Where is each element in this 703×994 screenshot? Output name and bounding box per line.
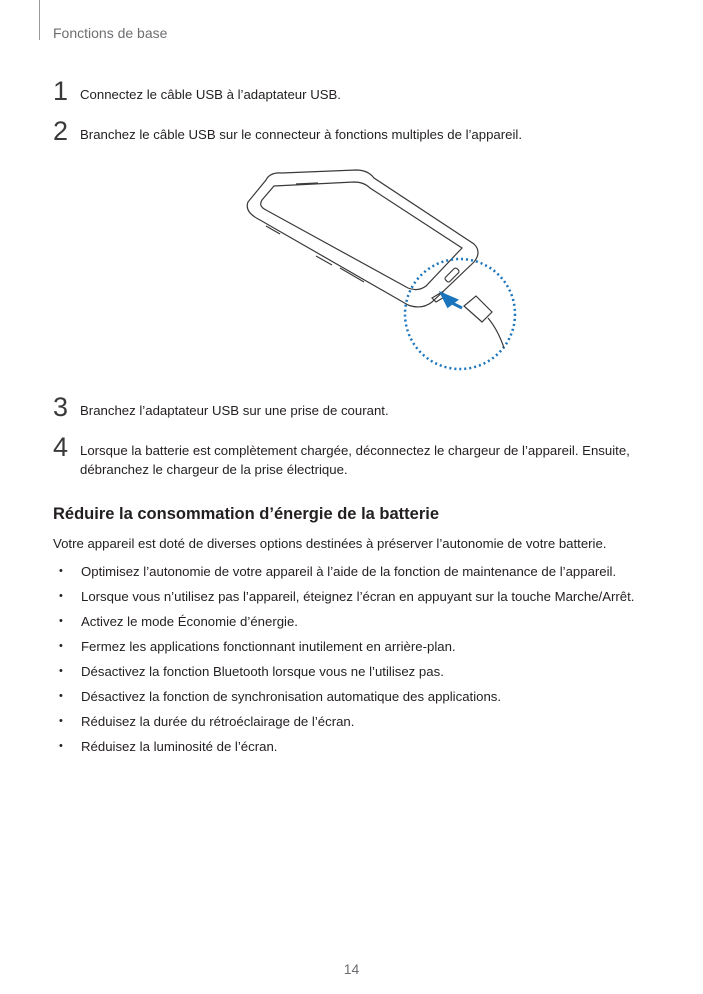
list-item-text: Désactivez la fonction de synchronisation automatique des applications. bbox=[81, 689, 502, 704]
section-header: Fonctions de base bbox=[53, 25, 168, 41]
list-item bbox=[53, 687, 634, 712]
step-number: 2 bbox=[53, 116, 69, 146]
insert-arrow bbox=[442, 294, 462, 308]
step-text: Connectez le câble USB à l’adaptateur USB. bbox=[80, 87, 341, 102]
bullet-icon: • bbox=[59, 590, 63, 602]
bullet-icon: • bbox=[59, 740, 63, 752]
list-item-text: Optimisez l’autonomie de votre appareil à l’aide de la fonction de maintenance de l’appareil. bbox=[81, 564, 617, 579]
list-item-text: Réduisez la luminosité de l’écran. bbox=[81, 739, 278, 754]
bullet-icon: • bbox=[59, 565, 63, 577]
list-item bbox=[53, 562, 634, 587]
list-item bbox=[53, 587, 634, 612]
list-item-text: Activez le mode Économie d’énergie. bbox=[81, 614, 298, 629]
power-key bbox=[340, 268, 364, 282]
list-item bbox=[53, 637, 634, 662]
section-intro: Votre appareil est doté de diverses options destinées à préserver l’autonomie de votre batterie. bbox=[53, 536, 607, 551]
step-text: Branchez l’adaptateur USB sur une prise de courant. bbox=[80, 403, 389, 418]
bullet-icon: • bbox=[59, 665, 63, 677]
list-item bbox=[53, 612, 634, 637]
bullet-icon: • bbox=[59, 690, 63, 702]
step-number: 4 bbox=[53, 432, 69, 462]
step-text: Branchez le câble USB sur le connecteur à fonctions multiples de l’appareil. bbox=[80, 127, 523, 142]
step-number: 1 bbox=[53, 76, 69, 106]
step-text: Lorsque la batterie est complètement chargée, déconnectez le chargeur de l’appareil. Ensuite, débranchez le chargeur de la prise électrique. bbox=[80, 443, 630, 477]
usb-cable bbox=[488, 318, 504, 348]
list-item bbox=[53, 712, 634, 737]
phone-screen-outline bbox=[261, 182, 462, 290]
list-item-text: Lorsque vous n’utilisez pas l’appareil, éteignez l’écran en appuyant sur la touche Marche/Arrêt. bbox=[81, 589, 635, 604]
list-item-text: Désactivez la fonction Bluetooth lorsque vous ne l’utilisez pas. bbox=[81, 664, 444, 679]
home-key bbox=[444, 267, 460, 283]
section-title: Réduire la consommation d’énergie de la batterie bbox=[53, 505, 440, 523]
step-number: 3 bbox=[53, 392, 69, 422]
usb-plug bbox=[464, 296, 492, 322]
list-item bbox=[53, 737, 634, 762]
list-item bbox=[53, 662, 634, 687]
page-number: 14 bbox=[343, 961, 360, 977]
header-rule bbox=[39, 0, 40, 40]
tips-list bbox=[53, 562, 634, 762]
list-item-text: Réduisez la durée du rétroéclairage de l’écran. bbox=[81, 714, 355, 729]
bullet-icon: • bbox=[59, 615, 63, 627]
phone-charging-illustration bbox=[236, 162, 526, 377]
bullet-icon: • bbox=[59, 640, 63, 652]
bullet-icon: • bbox=[59, 715, 63, 727]
phone-body-outline bbox=[247, 170, 478, 307]
list-item-text: Fermez les applications fonctionnant inutilement en arrière-plan. bbox=[81, 639, 456, 654]
